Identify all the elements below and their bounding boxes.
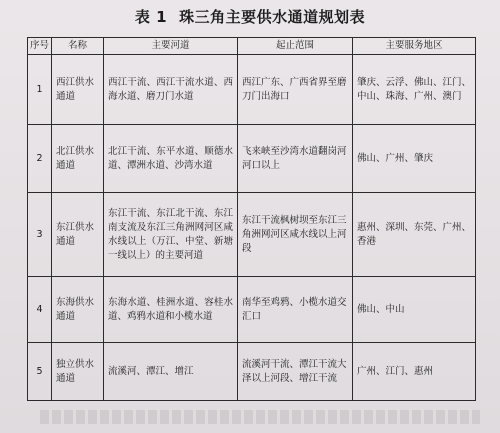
- table-title: [0, 6, 500, 27]
- service-areas: 佛山、广州、肇庆: [353, 125, 476, 193]
- row-number: 4: [28, 277, 52, 343]
- table-row: [28, 343, 476, 401]
- bleed-through-text: [40, 410, 480, 424]
- channel-name: 东江供水通道: [52, 193, 104, 277]
- table-row: [28, 55, 476, 125]
- service-areas: 肇庆、云浮、佛山、江门、中山、珠海、广州、澳门: [353, 55, 476, 125]
- header-range: 起止范围: [238, 38, 353, 55]
- service-areas: 惠州、深圳、东莞、广州、香港: [353, 193, 476, 277]
- table-number: 表 1: [134, 8, 168, 26]
- row-number: 2: [28, 125, 52, 193]
- row-number: 5: [28, 343, 52, 401]
- range: 飞来峡至沙湾水道翻岗河河口以上: [238, 125, 353, 193]
- water-supply-table: [27, 37, 476, 401]
- service-areas: 广州、江门、惠州: [353, 343, 476, 401]
- main-rivers: 东江干流、东江北干流、东江南支流及东江三角洲网河区咸水线以上（万江、中堂、新塘一线以上）的主要河道: [104, 193, 238, 277]
- header-rivers: 主要河道: [104, 38, 238, 55]
- header-name: 名称: [52, 38, 104, 55]
- row-number: 3: [28, 193, 52, 277]
- channel-name: 北江供水通道: [52, 125, 104, 193]
- range: 流溪河干流、潭江干流大泽以上河段、增江干流: [238, 343, 353, 401]
- main-rivers: 流溪河、潭江、增江: [104, 343, 238, 401]
- header-no: 序号: [28, 38, 52, 55]
- main-rivers: 东海水道、桂洲水道、容桂水道、鸡鸦水道和小榄水道: [104, 277, 238, 343]
- channel-name: 独立供水通道: [52, 343, 104, 401]
- service-areas: 佛山、中山: [353, 277, 476, 343]
- table-row: [28, 193, 476, 277]
- range: 南华至鸡鸦、小榄水道交汇口: [238, 277, 353, 343]
- table-row: [28, 277, 476, 343]
- table-caption: 珠三角主要供水通道规划表: [179, 8, 366, 26]
- channel-name: 东海供水通道: [52, 277, 104, 343]
- range: 东江干流枫树坝至东江三角洲网河区咸水线以上河段: [238, 193, 353, 277]
- row-number: 1: [28, 55, 52, 125]
- channel-name: 西江供水通道: [52, 55, 104, 125]
- header-areas: 主要服务地区: [353, 38, 476, 55]
- range: 西江广东、广西省界至磨刀门出海口: [238, 55, 353, 125]
- table-header-row: [28, 38, 476, 55]
- main-rivers: 北江干流、东平水道、顺德水道、潭洲水道、沙湾水道: [104, 125, 238, 193]
- table-row: [28, 125, 476, 193]
- main-rivers: 西江干流、西江干流水道、西海水道、磨刀门水道: [104, 55, 238, 125]
